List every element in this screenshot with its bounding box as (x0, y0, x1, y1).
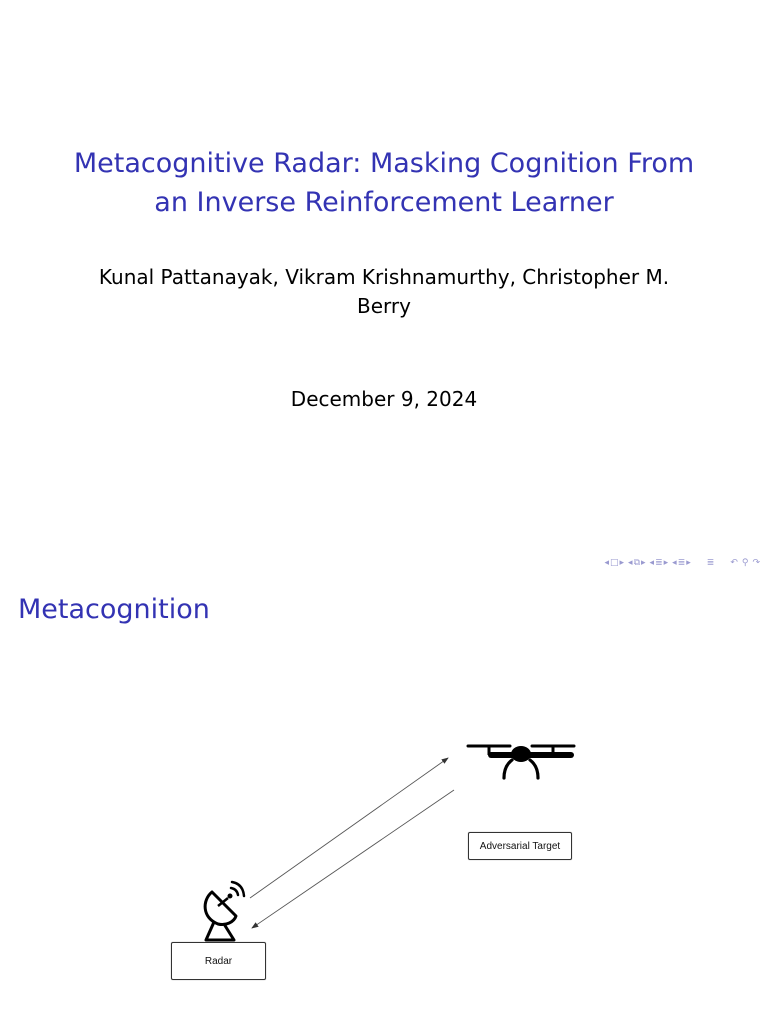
right-arrow-icon[interactable]: ▸ (686, 558, 691, 568)
frame-title: Metacognition (18, 594, 210, 625)
frame-icon[interactable]: □ (610, 558, 619, 568)
redo-icon[interactable]: ↷ (752, 558, 760, 568)
search-icon[interactable]: ⚲ (741, 558, 749, 568)
author-list (60, 263, 708, 321)
presentation-title (40, 144, 728, 222)
beamer-navigation-bar (604, 556, 760, 570)
section-icon[interactable]: ≣ (655, 558, 663, 568)
adversarial-target-label: Adversarial Target (468, 832, 572, 860)
title-line-2: an Inverse Reinforcement Learner (154, 187, 614, 218)
return-arrow (252, 790, 454, 928)
authors-line-2: Berry (357, 294, 411, 318)
nav-section-group[interactable] (650, 558, 669, 568)
radar-label: Radar (171, 942, 266, 980)
nav-subsection-group[interactable] (628, 558, 646, 568)
left-arrow-icon[interactable]: ◂ (604, 558, 609, 568)
undo-icon[interactable]: ↶ (730, 558, 738, 568)
title-line-1: Metacognitive Radar: Masking Cognition From (73, 148, 695, 179)
right-arrow-icon[interactable]: ▸ (619, 558, 625, 568)
left-arrow-icon[interactable]: ◂ (672, 558, 677, 568)
outline-icon[interactable]: ≣ (706, 558, 715, 568)
right-arrow-icon[interactable]: ▸ (641, 558, 646, 568)
drone-icon (468, 746, 574, 778)
presentation-date: December 9, 2024 (290, 387, 478, 411)
right-arrow-icon[interactable]: ▸ (663, 558, 669, 568)
subsection-icon[interactable]: ⧉ (633, 558, 641, 568)
left-arrow-icon[interactable]: ◂ (649, 558, 655, 568)
left-arrow-icon[interactable]: ◂ (628, 558, 633, 568)
metacognition-slide (0, 576, 768, 1024)
document-icon[interactable]: ≣ (677, 558, 686, 568)
radar-target-diagram (160, 668, 590, 993)
authors-line-1: Kunal Pattanayak, Vikram Krishnamurthy, Christopher M. (98, 265, 670, 289)
nav-frame-group[interactable] (604, 558, 624, 568)
nav-document-group[interactable] (672, 558, 691, 568)
radar-dish-icon (205, 882, 244, 940)
transmit-arrow (250, 758, 448, 898)
